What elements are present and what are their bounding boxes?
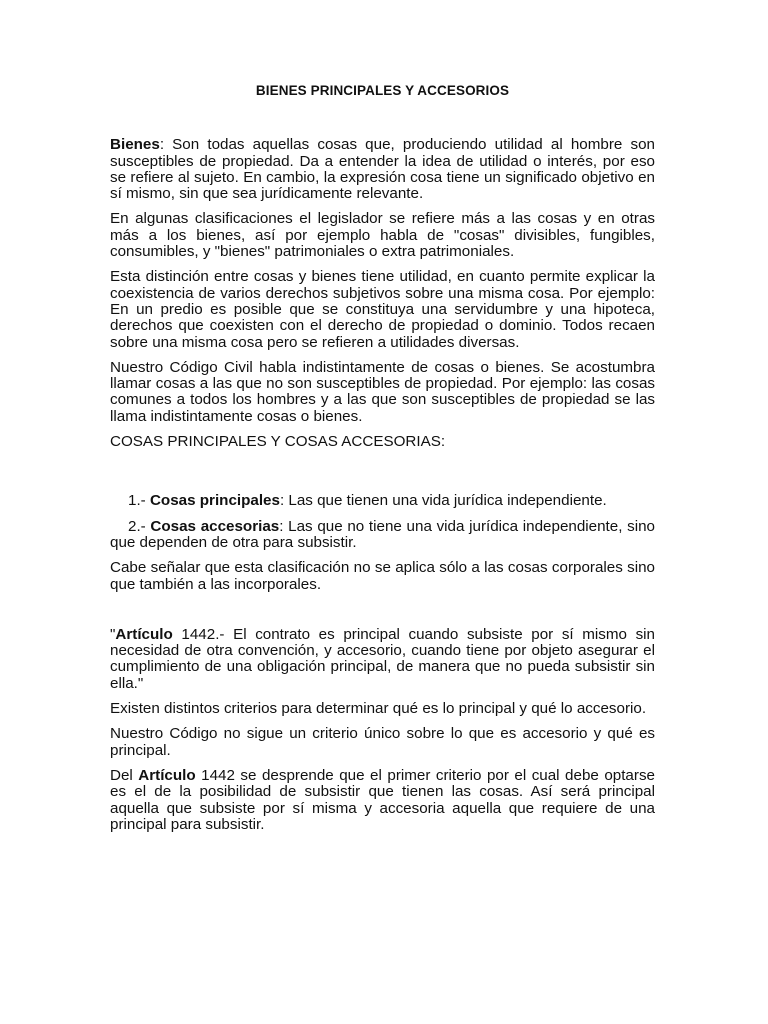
paragraph-bienes-text: : Son todas aquellas cosas que, produciendo utilidad al hombre son susceptibles de propiedad. Da a entender la idea de utilidad o interés, por eso se refiere al sujeto. En cambio, la expresión cosa tiene un significado objetivo en sí mismo, sin que sea jurídicamente relevante. (110, 136, 655, 203)
paragraph-codigo-civil: Nuestro Código Civil habla indistintamente de cosas o bienes. Se acostumbra llamar cosas a las que no son susceptibles de propiedad. Por ejemplo: las cosas comunes a todos los hombres y a las que son susceptibles de propiedad se las llama indistintamente cosas o bienes. (110, 358, 655, 425)
paragraph-criterio-unico: Nuestro Código no sigue un criterio único sobre lo que es accesorio y qué es principal. (110, 725, 655, 759)
term-cosas-principales: Cosas principales (149, 492, 280, 510)
paragraph-distincion: Esta distinción entre cosas y bienes tiene utilidad, en cuanto permite explicar la coexistencia de varios derechos subjetivos sobre una misma cosa. Por ejemplo: En un predio es posible que se constituya una servidumbre y una hipoteca, derechos que coexisten con el derecho de propiedad o dominio. Todos recaen sobre una misma cosa pero se refieren a utilidades diversas. (110, 268, 655, 351)
paragraph-del-articulo-pre: Del (110, 766, 139, 784)
paragraph-clasificaciones: En algunas clasificaciones el legislador se refiere más a las cosas y en otras más a los bienes, así por ejemplo habla de "cosas" divisibles, fungibles, consumibles, y "bienes" patrimoniales o extra patrimoniales. (110, 210, 655, 261)
quote-articulo (110, 627, 655, 692)
list-item-number: 2.- (128, 517, 151, 535)
list-item-text: : Las que tienen una vida jurídica independiente. (279, 492, 607, 510)
quote-open-mark: " (110, 625, 116, 643)
list-item-text: : Las que no tiene una vida jurídica independiente, sino que dependen de otra para subsistir. (110, 517, 655, 551)
document-title: BIENES PRINCIPALES Y ACCESORIOS (255, 83, 510, 98)
list-item-number: 1.- (128, 492, 150, 510)
paragraph-criterios: Existen distintos criterios para determinar qué es lo principal y qué lo accesorio. (110, 700, 647, 718)
term-articulo: Artículo (115, 625, 173, 643)
list-item-accesorias (110, 519, 655, 552)
list-item-principales (110, 493, 655, 509)
paragraph-cabe-senalar: Cabe señalar que esta clasificación no se aplica sólo a las cosas corporales sino que también a las incorporales. (110, 559, 655, 593)
section-heading: COSAS PRINCIPALES Y COSAS ACCESORIAS: (110, 433, 446, 451)
paragraph-del-articulo-text: 1442 se desprende que el primer criterio por el cual debe optarse es el de la posibilidad de subsistir que tienen las cosas. Así será principal aquella que subsiste por sí misma y accesoria aquella que requiere de una principal para subsistir. (110, 766, 655, 833)
term-cosas-accesorias: Cosas accesorias (150, 517, 280, 535)
quote-text: 1442.- El contrato es principal cuando subsiste por sí mismo sin necesidad de otra convención, y accesorio, cuando tiene por objeto asegurar el cumplimiento de una obligación principal, de manera que no pueda subsistir sin ella." (110, 625, 655, 692)
term-bienes: Bienes (110, 136, 160, 154)
document-body (110, 83, 655, 833)
paragraph-bienes (110, 137, 655, 202)
paragraph-del-articulo (110, 768, 655, 833)
term-articulo-2: Artículo (138, 766, 196, 784)
